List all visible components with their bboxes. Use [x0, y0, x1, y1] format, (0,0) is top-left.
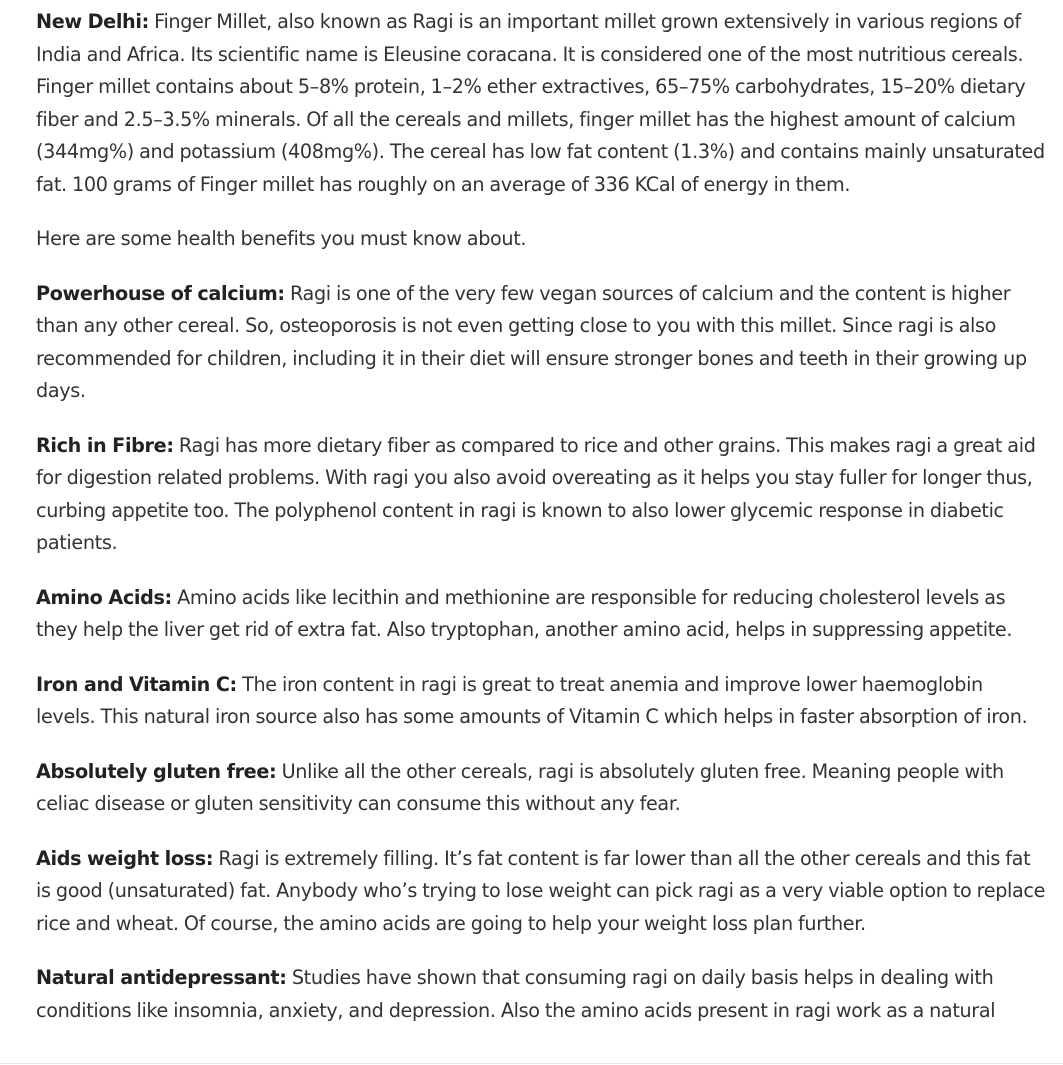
benefit-paragraph-iron: [36, 669, 1046, 734]
dateline: New Delhi:: [36, 10, 149, 33]
bottom-divider: [0, 1063, 1063, 1064]
intro-paragraph: [36, 6, 1046, 201]
benefit-text: Unlike all the other cereals, ragi is absolutely gluten free. Meaning people with celiac disease or gluten sensitivity can consume this without any fear.: [36, 759, 1004, 815]
intro-text: Finger Millet, also known as Ragi is an important millet grown extensively in various regions of India and Africa. Its scientific name is Eleusine coracana. It is considered one of the most nutritious cereals. Finger millet contains about 5–8% protein, 1–2% ether extractives, 65–75% carbohydrates, 15–20% dietary fiber and 2.5–3.5% minerals. Of all the cereals and millets, finger millet has the highest amount of calcium (344mg%) and potassium (408mg%). The cereal has low fat content (1.3%) and contains mainly unsaturated fat. 100 grams of Finger millet has roughly on an average of 336 KCal of energy in them.: [36, 10, 1045, 196]
benefit-text: Studies have shown that consuming ragi on daily basis helps in dealing with conditions like insomnia, anxiety, and depression. Also the amino acids present in ragi work as a natural: [36, 966, 996, 1022]
benefit-heading: Absolutely gluten free:: [36, 759, 277, 783]
benefit-text: Ragi is one of the very few vegan sources of calcium and the content is higher than any other cereal. So, osteoporosis is not even getting close to you with this millet. Since ragi is also recommended for children, including it in their diet will ensure stronger bones and teeth in their growing up days.: [36, 281, 1027, 402]
benefit-text: Amino acids like lecithin and methionine are responsible for reducing cholesterol levels as they help the liver get rid of extra fat. Also tryptophan, another amino acid, helps in suppressing appetite.: [36, 585, 1013, 641]
transition-paragraph: Here are some health benefits you must know about.: [36, 227, 527, 250]
benefit-paragraph-amino-acids: [36, 582, 1046, 647]
benefit-heading: Amino Acids:: [36, 585, 172, 609]
benefit-text: Ragi is extremely filling. It’s fat content is far lower than all the other cereals and this fat is good (unsaturated) fat. Anybody who’s trying to lose weight can pick ragi as a very viable option to replace rice and wheat. Of course, the amino acids are going to help your weight loss plan further.: [36, 846, 1046, 935]
benefit-heading: Iron and Vitamin C:: [36, 672, 237, 696]
benefit-paragraph-antidepressant: [36, 962, 1046, 1027]
benefit-heading: Aids weight loss:: [36, 846, 214, 870]
benefit-heading: Natural antidepressant:: [36, 966, 287, 989]
benefit-heading: Powerhouse of calcium:: [36, 281, 285, 305]
benefit-paragraph-gluten-free: [36, 756, 1046, 821]
benefit-text: Ragi has more dietary fiber as compared to rice and other grains. This makes ragi a great aid for digestion related problems. With ragi you also avoid overeating as it helps you stay fuller for longer thus, curbing appetite too. The polyphenol content in ragi is known to also lower glycemic response in diabetic patients.: [36, 433, 1036, 554]
benefit-heading: Rich in Fibre:: [36, 433, 174, 457]
benefit-paragraph-weight-loss: [36, 843, 1046, 941]
benefit-paragraph-fibre: [36, 430, 1046, 560]
article-body: [36, 6, 1046, 1049]
benefit-text: The iron content in ragi is great to treat anemia and improve lower haemoglobin levels. This natural iron source also has some amounts of Vitamin C which helps in faster absorption of iron.: [36, 672, 1028, 728]
benefit-paragraph-calcium: [36, 278, 1046, 408]
